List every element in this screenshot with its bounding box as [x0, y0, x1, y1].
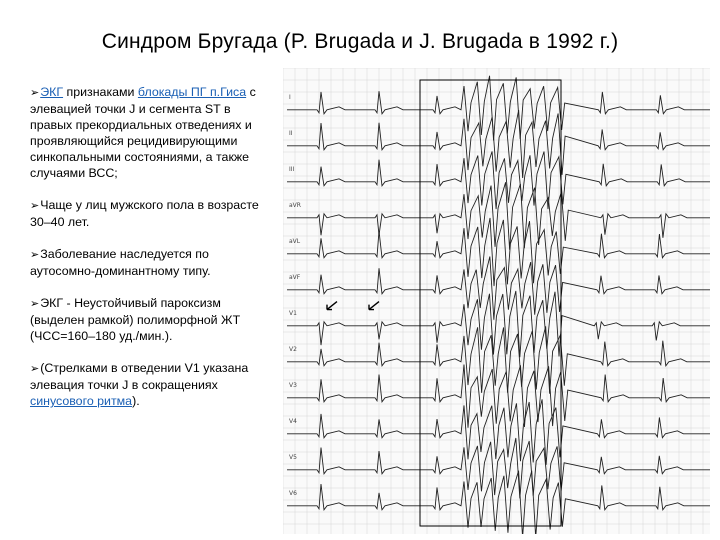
slide-title: Синдром Бругада (P. Brugada и J. Brugada в 1992 г.) — [101, 30, 619, 53]
ecg-lead-label: III — [289, 166, 295, 173]
ecg-lead-label: V4 — [289, 418, 297, 425]
ecg-trace — [287, 151, 710, 209]
link-sinus-rhythm[interactable]: синусового ритма — [30, 394, 133, 408]
bullet-item — [30, 360, 270, 409]
ecg-trace — [287, 291, 710, 357]
ecg-lead-label: V2 — [289, 346, 297, 353]
arrow-icon — [327, 302, 337, 310]
arrow-bullet-icon: ➢ — [30, 362, 40, 375]
bullet-text: признаками — [63, 85, 138, 99]
arrow-icon — [369, 302, 379, 310]
bullet-item — [30, 246, 270, 279]
ecg-trace — [287, 471, 710, 534]
arrow-bullet-icon: ➢ — [30, 199, 40, 212]
ecg-trace — [287, 110, 710, 178]
ecg-lead-label: I — [289, 94, 291, 101]
bullet-text: ЭКГ - Неустойчивый пароксизм (выделен рамкой) полиморфной ЖТ (ЧСС=160–180 уд./мин.). — [30, 296, 241, 343]
arrow-bullet-icon: ➢ — [30, 248, 40, 261]
ecg-trace — [287, 182, 710, 249]
bullet-item — [30, 84, 270, 181]
bullet-list — [30, 84, 270, 425]
bullet-text: (Стрелками в отведении V1 указана элевация точки J в сокращениях — [30, 361, 249, 392]
ecg-trace — [287, 399, 710, 465]
ecg-lead-label: aVL — [289, 238, 301, 245]
ecg-image — [283, 68, 710, 534]
ecg-grid — [283, 68, 710, 534]
bullet-item — [30, 197, 270, 230]
link-bundle-branch-block[interactable]: блокады ПГ п.Гиса — [137, 85, 247, 99]
ecg-trace — [287, 218, 710, 286]
bullet-text: ). — [132, 394, 140, 408]
ecg-trace — [287, 326, 710, 393]
ecg-lead-label: V1 — [289, 310, 297, 317]
bullet-item — [30, 295, 270, 344]
bullet-text: Чаще у лиц мужского пола в возрасте 30–40 лет. — [30, 198, 259, 229]
bullet-text: Заболевание наследуется по аутосомно-доминантному типу. — [30, 247, 211, 278]
ecg-trace — [287, 438, 710, 498]
arrow-bullet-icon: ➢ — [30, 86, 40, 99]
ecg-lead-label: II — [289, 130, 293, 137]
bullet-text: с элевацией точки J и сегмента ST в правых прекордиальных отведениях и проявляющийся рецидивирующими синкопальными состояниями, а также случаями ВСС; — [30, 85, 256, 180]
ecg-lead-label: aVR — [289, 202, 301, 209]
link-ecg[interactable]: ЭКГ — [40, 85, 64, 99]
arrow-bullet-icon: ➢ — [30, 297, 40, 310]
ecg-lead-label: V6 — [289, 490, 297, 497]
ecg-trace — [287, 76, 710, 141]
ecg-lead-label: aVF — [289, 274, 301, 281]
ecg-trace — [287, 365, 710, 428]
ecg-strip — [283, 68, 710, 534]
ecg-lead-label: V3 — [289, 382, 297, 389]
ecg-lead-label: V5 — [289, 454, 297, 461]
